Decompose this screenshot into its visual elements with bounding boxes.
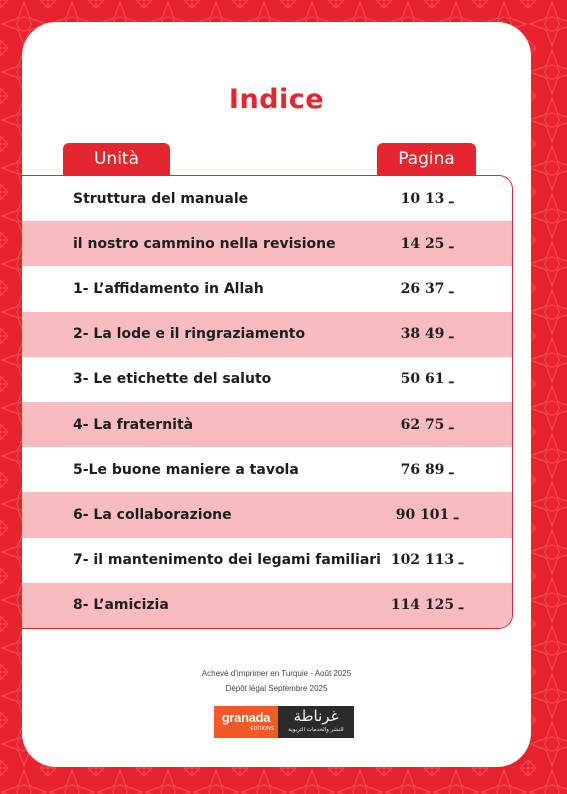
index-table	[22, 175, 513, 629]
row-pages: 76 ـ 89	[400, 461, 454, 478]
table-row[interactable]	[22, 266, 512, 311]
row-pages: 38 ـ 49	[400, 326, 454, 343]
row-pages: 26 ـ 37	[400, 280, 454, 297]
table-row[interactable]	[22, 583, 512, 628]
row-pages: 90 ـ 101	[395, 506, 459, 523]
table-row[interactable]	[22, 312, 512, 357]
table-row[interactable]	[22, 357, 512, 402]
table-row[interactable]	[22, 538, 512, 583]
table-row[interactable]	[22, 221, 512, 266]
content-card	[22, 22, 531, 767]
row-label: 8- L’amicizia	[73, 597, 169, 614]
page-title: Indice	[228, 84, 325, 115]
row-label: Struttura del manuale	[73, 190, 249, 207]
row-label: 5-Le buone maniere a tavola	[73, 461, 299, 478]
publisher-logos	[214, 706, 354, 738]
legal-deposit-note: Dépôt légal Septembre 2025	[225, 684, 328, 693]
row-label: 3- Le etichette del saluto	[73, 371, 272, 388]
table-row[interactable]	[22, 447, 512, 492]
column-header-unit: Unità	[63, 143, 170, 175]
arabic-logo	[278, 706, 354, 738]
row-pages: 50 ـ 61	[400, 371, 454, 388]
column-header-page: Pagina	[377, 143, 476, 175]
row-label: 7- il mantenimento dei legami familiari	[73, 552, 381, 569]
print-note: Achevé d’imprimer en Turquie - Août 2025	[201, 669, 352, 678]
row-label: 4- La fraternità	[73, 416, 194, 433]
arabic-logo-sub: للنشر والخدمات التربوية	[288, 727, 344, 733]
table-row[interactable]	[22, 176, 512, 221]
row-pages: 14 ـ 25	[400, 235, 454, 252]
table-row[interactable]	[22, 402, 512, 447]
granada-logo-sub: EDITIONS	[250, 726, 274, 732]
row-label: 1- L’affidamento in Allah	[73, 280, 264, 297]
granada-logo	[214, 706, 278, 738]
granada-logo-word: granada	[221, 710, 271, 725]
row-pages: 114 ـ 125	[390, 597, 464, 614]
table-row[interactable]	[22, 492, 512, 537]
row-label: 2- La lode e il ringraziamento	[73, 326, 306, 343]
row-label: il nostro cammino nella revisione	[73, 235, 336, 252]
row-pages: 62 ـ 75	[400, 416, 454, 433]
row-label: 6- La collaborazione	[73, 506, 232, 523]
row-pages: 102 ـ 113	[390, 552, 464, 569]
row-pages: 10 ـ 13	[400, 190, 454, 207]
arabic-logo-word: غرناطة	[293, 707, 339, 725]
